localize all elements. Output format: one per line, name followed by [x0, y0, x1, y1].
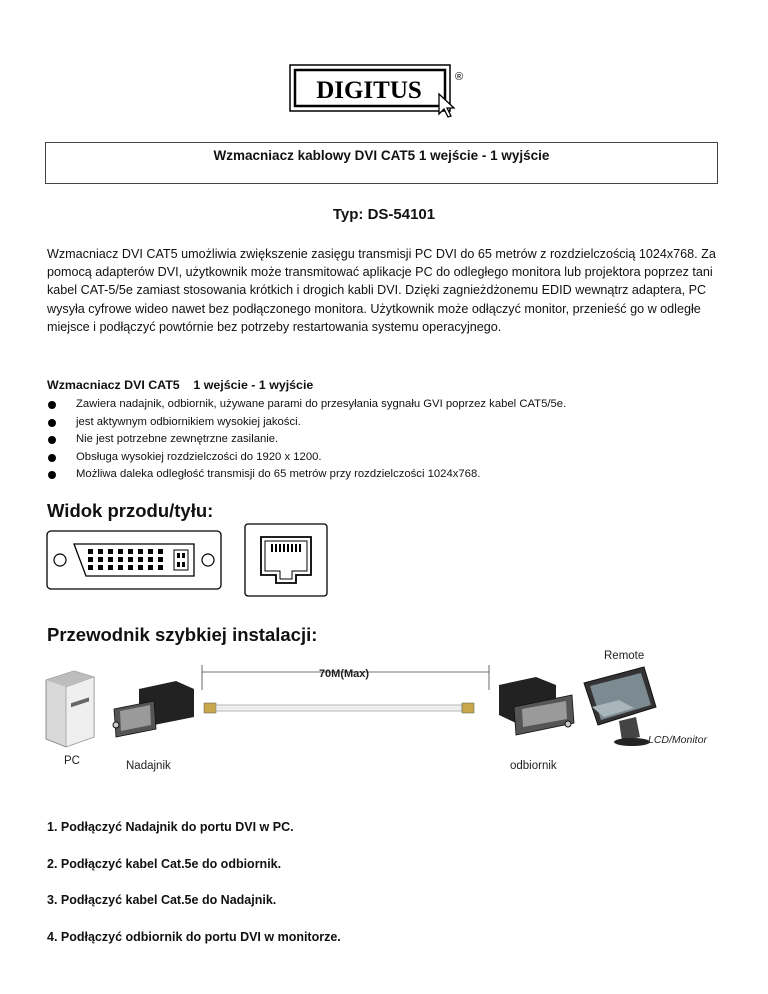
dvi-pin [148, 549, 153, 554]
bullet-icon [48, 419, 56, 427]
dvi-pin [118, 557, 123, 562]
step-item: 4. Podłączyć odbiornik do portu DVI w monitorze. [47, 929, 341, 944]
dvi-pin [108, 565, 113, 570]
installation-diagram [44, 645, 720, 775]
feature-item: Obsługa wysokiej rozdzielczości do 1920 x 1200. [47, 449, 727, 467]
digitus-logo [289, 64, 467, 118]
document-title: Wzmacniacz kablowy DVI CAT5 1 wejście - 1 wyjście [213, 148, 550, 163]
features-list [47, 396, 727, 484]
lcd-monitor-label: LCD/Monitor [648, 734, 707, 746]
step-item: 1. Podłączyć Nadajnik do portu DVI w PC. [47, 820, 294, 834]
remote-label: Remote [604, 650, 645, 662]
cable-length-label: 70M(Max) [318, 668, 370, 680]
pc-label: PC [64, 755, 80, 767]
description-paragraph: Wzmacniacz DVI CAT5 umożliwia zwiększenie zasięgu transmisji PC DVI do 65 metrów z rozdzielczością 1024x768. Za pomocą adapterów DVI, użytkownik może transmitować aplikacje PC do odległego monitora lub projektora poprzez tani kabel CAT-5/5e zamiast stosowania krótkich i drogich kabli DVI. Dzięki zagnieżdżonemu EDID wewnątrz adaptera, PC wysyła cyfrowe wideo nawet bez podłączonego monitora. Użytkownik może odłączyć monitor, przenieść go w odległe miejsce i podłączyć powtórnie bez potrzeby restartowania systemu operacyjnego. [47, 247, 716, 334]
dvi-pin [108, 549, 113, 554]
dvi-pin [118, 549, 123, 554]
bullet-icon [48, 454, 56, 462]
dvi-pin [138, 549, 143, 554]
dvi-pin [128, 557, 133, 562]
logo-registered: ® [454, 71, 464, 83]
dvi-pin [128, 549, 133, 554]
dvi-pin [158, 557, 163, 562]
step-item: 3. Podłączyć kabel Cat.5e do Nadajnik. [47, 893, 277, 907]
dvi-pin [98, 565, 103, 570]
feature-item: jest aktywnym odbiornikiem wysokiej jakości. [47, 414, 727, 432]
dvi-pin [128, 565, 133, 570]
product-type: Typ: DS-54101 [332, 206, 436, 223]
dvi-pin [148, 565, 153, 570]
feature-item: Zawiera nadajnik, odbiornik, używane parami do przesyłania sygnału GVI poprzez kabel CAT5/5e. [47, 396, 727, 414]
dvi-pin [88, 565, 93, 570]
cursor-icon [439, 94, 454, 117]
dvi-pin [138, 565, 143, 570]
dvi-pin [98, 549, 103, 554]
bullet-icon [48, 401, 56, 409]
installation-steps [47, 820, 727, 966]
dvi-pin [118, 565, 123, 570]
transmitter-label: Nadajnik [126, 760, 171, 772]
bullet-icon [48, 471, 56, 479]
view-heading: Widok przodu/tyłu: [47, 500, 214, 521]
dvi-pin [88, 557, 93, 562]
dvi-pin [158, 549, 163, 554]
guide-heading: Przewodnik szybkiej instalacji: [47, 624, 318, 645]
dvi-pin [158, 565, 163, 570]
feature-item: Nie jest potrzebne zewnętrzne zasilanie. [47, 431, 727, 449]
bullet-icon [48, 436, 56, 444]
features-title: Wzmacniacz DVI CAT5 1 wejście - 1 wyjście [47, 378, 314, 392]
transmitter-icon [113, 681, 194, 737]
pc-tower-icon [46, 671, 94, 747]
dvi-pin [98, 557, 103, 562]
receiver-icon [499, 677, 574, 735]
dvi-pin [88, 549, 93, 554]
feature-item: Możliwa daleka odległość transmisji do 65 metrów przy rozdzielczości 1024x768. [47, 466, 727, 484]
rj45-port-icon [244, 523, 328, 597]
cat5-cable-icon [204, 703, 474, 713]
dvi-pin [148, 557, 153, 562]
title-box [45, 142, 718, 184]
lcd-monitor-icon [584, 667, 656, 746]
logo-text: DIGITUS [316, 77, 422, 104]
dvi-port-icon [46, 530, 222, 590]
dvi-pin [108, 557, 113, 562]
step-item: 2. Podłączyć kabel Cat.5e do odbiornik. [47, 856, 282, 871]
receiver-label: odbiornik [510, 760, 557, 772]
dvi-pin [138, 557, 143, 562]
